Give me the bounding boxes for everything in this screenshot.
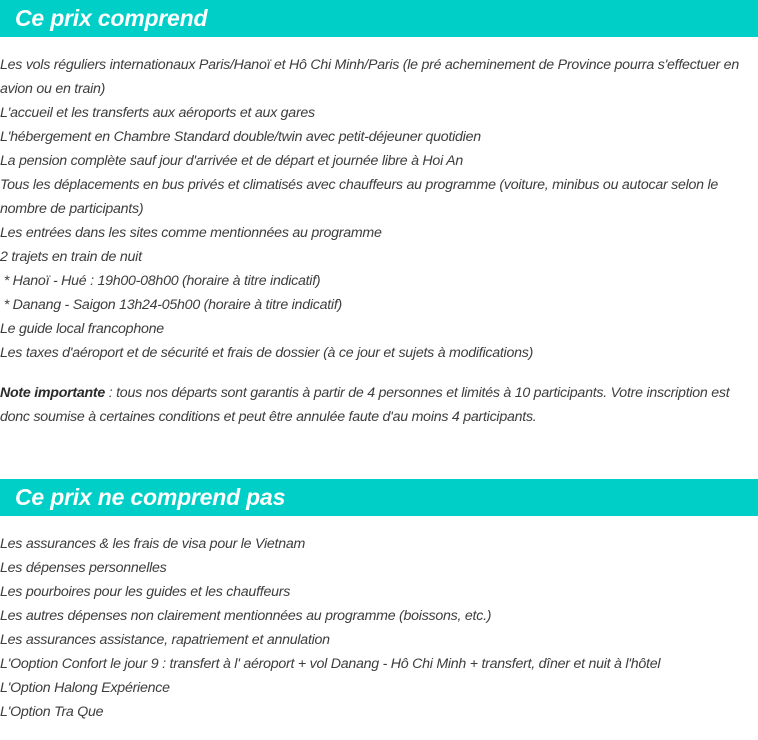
excluded-item: Les autres dépenses non clairement mentionnées au programme (boissons, etc.) <box>0 608 492 624</box>
excluded-item: Les assurances assistance, rapatriement et annulation <box>0 632 330 648</box>
included-item: L'hébergement en Chambre Standard double/twin avec petit-déjeuner quotidien <box>0 129 481 145</box>
important-note-label: Note importante <box>0 385 106 401</box>
excluded-item: L'Option Tra Que <box>0 704 104 720</box>
included-section-title: Ce prix comprend <box>0 0 758 37</box>
included-item: Les entrées dans les sites comme mentionnées au programme <box>0 225 382 241</box>
included-item: Les vols réguliers internationaux Paris/Hanoï et Hô Chi Minh/Paris (le pré acheminement de Province pourra s'effectuer en avion ou en train) <box>0 57 739 97</box>
included-item: * Danang - Saigon 13h24-05h00 (horaire à titre indicatif) <box>0 297 342 313</box>
included-item: 2 trajets en train de nuit <box>0 249 142 265</box>
excluded-list <box>0 532 758 724</box>
included-item: La pension complète sauf jour d'arrivée et de départ et journée libre à Hoi An <box>0 153 463 169</box>
important-note <box>0 381 758 429</box>
included-item: Tous les déplacements en bus privés et climatisés avec chauffeurs au programme (voiture, minibus ou autocar selon le nombre de participants) <box>0 177 719 217</box>
included-item: Les taxes d'aéroport et de sécurité et frais de dossier (à ce jour et sujets à modifications) <box>0 345 534 361</box>
included-item: Le guide local francophone <box>0 321 164 337</box>
excluded-item: Les dépenses personnelles <box>0 560 167 576</box>
excluded-item: L'Option Halong Expérience <box>0 680 170 696</box>
excluded-item: Les pourboires pour les guides et les chauffeurs <box>0 584 291 600</box>
excluded-item: L'Ooption Confort le jour 9 : transfert à l' aéroport + vol Danang - Hô Chi Minh + transfert, dîner et nuit à l'hôtel <box>0 656 661 672</box>
included-item: L'accueil et les transferts aux aéroports et aux gares <box>0 105 315 121</box>
important-note-text: : tous nos départs sont garantis à partir de 4 personnes et limités à 10 participants. Votre inscription est donc soumise à certaines conditions et peut être annulée faute d'au moins 4 participants. <box>0 385 730 425</box>
included-list <box>0 53 758 365</box>
excluded-section-title: Ce prix ne comprend pas <box>0 479 758 516</box>
included-item: * Hanoï - Hué : 19h00-08h00 (horaire à titre indicatif) <box>0 273 321 289</box>
excluded-item: Les assurances & les frais de visa pour le Vietnam <box>0 536 306 552</box>
